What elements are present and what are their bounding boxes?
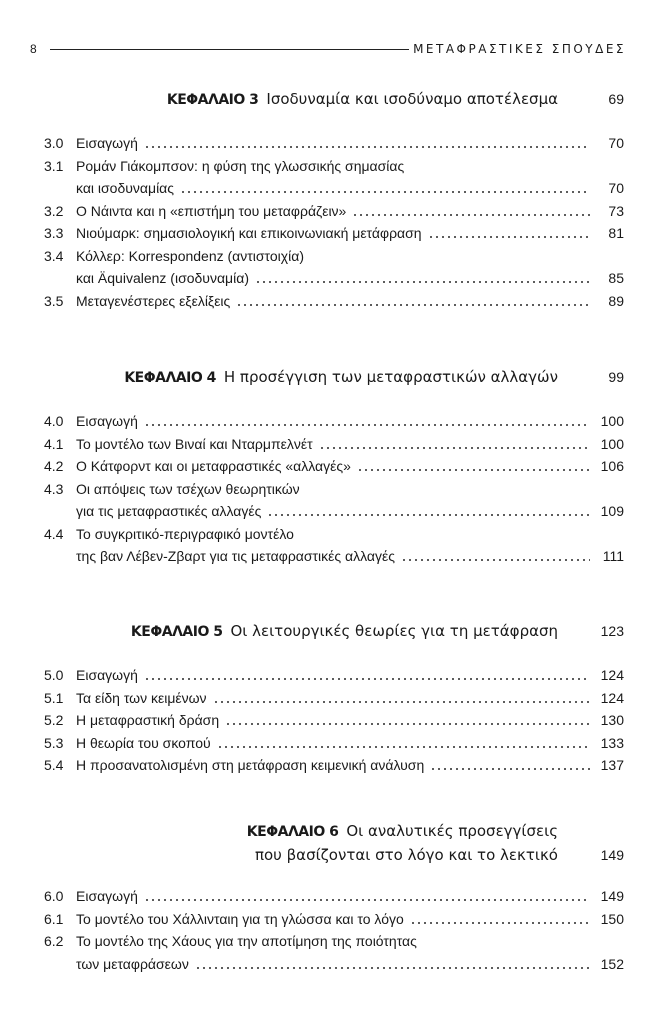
dot-leader [236, 304, 590, 306]
entry-page: 149 [600, 888, 624, 904]
dot-leader [267, 514, 590, 516]
entry-line [76, 478, 624, 501]
entry-body [76, 132, 624, 155]
entry-page: 124 [600, 667, 624, 683]
entry-title: Ρομάν Γιάκομπσον: η φύση της γλωσσικής σημασίας [76, 157, 405, 174]
entry-line [76, 177, 624, 200]
entry-body [76, 433, 624, 456]
dot-leader [217, 746, 590, 748]
entry-line [76, 930, 624, 953]
entry-number: 3.1 [44, 157, 64, 174]
dot-leader [255, 281, 590, 283]
entry-title: Εισαγωγή [76, 888, 138, 904]
dot-leader [352, 214, 590, 216]
entry-body [76, 709, 624, 732]
entry-title: Το συγκριτικό-περιγραφικό μοντέλο [76, 525, 294, 542]
entry-line [76, 885, 624, 908]
chapter-title: Οι αναλυτικές προσεγγίσεις [346, 822, 558, 840]
entry-line [76, 433, 624, 456]
dot-leader [319, 447, 590, 449]
chapter-page: 149 [600, 847, 624, 863]
entry-body [76, 200, 624, 223]
entry-number: 5.3 [44, 734, 64, 751]
entry-line [76, 200, 624, 223]
entry-body [76, 478, 624, 523]
chapter-heading-line [247, 820, 624, 844]
entry-page: 106 [600, 458, 624, 474]
entry-page: 70 [608, 135, 624, 151]
entry-title: Νιούμαρκ: σημασιολογική και επικοινωνιακή μετάφραση [76, 225, 422, 241]
entry-title: Το μοντέλο των Βιναί και Νταρμπελνέτ [76, 435, 313, 452]
entry-number: 5.1 [44, 689, 64, 706]
entry-number: 4.3 [44, 480, 64, 497]
toc-entry [44, 908, 624, 931]
entry-line [76, 523, 624, 546]
entry-line [76, 290, 624, 313]
entry-line [76, 500, 624, 523]
entry-title: Η προσανατολισμένη στη μετάφραση κειμενική ανάλυση [76, 757, 425, 773]
entry-title: Εισαγωγή [76, 135, 138, 151]
entry-title: Η μεταφραστική δράση [76, 712, 220, 728]
entry-page: 89 [608, 292, 624, 309]
toc-entry [44, 732, 624, 755]
toc-entry [44, 155, 624, 200]
entry-page: 111 [602, 548, 624, 564]
entry-title: και Äquivalenz (ισοδυναμία) [76, 270, 249, 286]
entry-title: Ο Κάτφορντ και οι μεταφραστικές «αλλαγές» [76, 458, 351, 474]
entry-number: 5.2 [44, 712, 64, 728]
entry-number: 3.5 [44, 292, 64, 309]
entry-body [76, 245, 624, 290]
chapter-heading [44, 368, 624, 386]
toc-entry [44, 754, 624, 777]
entry-line [76, 908, 624, 931]
dot-leader [430, 768, 590, 770]
entry-number: 3.0 [44, 135, 64, 151]
chapter-title-continued: που βασίζονται στο λόγο και το λεκτικό [254, 846, 558, 864]
toc-entry [44, 433, 624, 456]
entry-number: 6.0 [44, 888, 64, 904]
chapter-page: 69 [608, 91, 624, 107]
entry-body [76, 930, 624, 975]
chapter-label: ΚΕΦΑΛΑΙΟ 3 [166, 92, 259, 108]
toc-entry [44, 410, 624, 433]
entry-page: 100 [600, 435, 624, 452]
toc-entry [44, 687, 624, 710]
chapter-title: Η προσέγγιση των μεταφραστικών αλλαγών [223, 368, 558, 386]
chapter-section [44, 622, 624, 777]
entry-body [76, 410, 624, 433]
chapter-heading [44, 820, 624, 867]
entry-title: Εισαγωγή [76, 667, 138, 683]
chapter-title: Οι λειτουργικές θεωρίες για τη μετάφραση [230, 622, 558, 640]
entry-page: 130 [600, 712, 624, 728]
entry-line [76, 132, 624, 155]
entry-body [76, 687, 624, 710]
entry-line [76, 754, 624, 777]
entry-number: 3.2 [44, 202, 64, 219]
entry-line [76, 664, 624, 687]
entry-title: Η θεωρία του σκοπού [76, 734, 211, 751]
entry-body [76, 664, 624, 687]
entry-line [76, 245, 624, 268]
chapter-title: Ισοδυναμία και ισοδύναμο αποτέλεσμα [266, 90, 558, 108]
entry-number: 6.2 [44, 933, 64, 949]
entry-title: Κόλλερ: Korrespondenz (αντιστοιχία) [76, 247, 304, 264]
dot-leader [225, 723, 590, 725]
entry-title: Το μοντέλο του Χάλλινταιη για τη γλώσσα και το λόγο [76, 910, 404, 927]
entry-line [76, 953, 624, 976]
chapter-heading [44, 622, 624, 640]
entry-body [76, 523, 624, 568]
entry-number: 3.3 [44, 225, 64, 241]
chapter-heading [44, 90, 624, 108]
entry-title: για τις μεταφραστικές αλλαγές [76, 503, 262, 519]
entry-page: 100 [600, 413, 624, 429]
chapter-section [44, 820, 624, 975]
entry-body [76, 732, 624, 755]
entry-page: 73 [608, 202, 624, 219]
dot-leader [410, 922, 590, 924]
chapter-section [44, 368, 624, 568]
running-title: ΜΕΤΑΦΡΑΣΤΙΚΕΣ ΣΠΟΥΔΕΣ [413, 42, 626, 56]
toc-entry [44, 709, 624, 732]
toc-entry [44, 885, 624, 908]
chapter-label: ΚΕΦΑΛΑΙΟ 5 [130, 624, 223, 640]
entry-line [76, 687, 624, 710]
toc-entry [44, 523, 624, 568]
chapter-label: ΚΕΦΑΛΑΙΟ 4 [124, 370, 216, 386]
entry-page: 109 [600, 503, 624, 519]
entry-body [76, 455, 624, 478]
toc-entry [44, 290, 624, 313]
entry-page: 124 [600, 689, 624, 706]
toc-entry [44, 930, 624, 975]
entry-list [44, 664, 624, 777]
entry-number: 5.0 [44, 667, 64, 683]
entry-title: Οι απόψεις των τσέχων θεωρητικών [76, 480, 300, 497]
entry-title: Εισαγωγή [76, 413, 138, 429]
dot-leader [144, 146, 590, 148]
entry-body [76, 885, 624, 908]
toc-entry [44, 664, 624, 687]
entry-page: 137 [600, 757, 624, 773]
entry-page: 70 [608, 180, 624, 196]
entry-body [76, 155, 624, 200]
entry-list [44, 885, 624, 975]
toc-entry [44, 455, 624, 478]
entry-page: 150 [600, 910, 624, 927]
entry-title: και ισοδυναμίας [76, 180, 175, 196]
entry-line [76, 222, 624, 245]
dot-leader [357, 469, 590, 471]
running-header [30, 40, 626, 58]
dot-leader [180, 191, 590, 193]
toc-entry [44, 132, 624, 155]
entry-title: Το μοντέλο της Χάους για την αποτίμηση της ποιότητας [76, 933, 417, 949]
entry-number: 4.1 [44, 435, 64, 452]
chapter-page: 99 [608, 369, 624, 385]
entry-page: 133 [600, 734, 624, 751]
page-number: 8 [30, 42, 37, 56]
entry-title: Τα είδη των κειμένων [76, 689, 207, 706]
toc-entry [44, 478, 624, 523]
toc-entry [44, 245, 624, 290]
entry-body [76, 290, 624, 313]
dot-leader [213, 701, 590, 703]
header-rule [50, 49, 409, 50]
entry-title: της βαν Λέβεν-Ζβαρτ για τις μεταφραστικές αλλαγές [76, 548, 396, 564]
entry-line [76, 732, 624, 755]
entry-number: 4.2 [44, 458, 64, 474]
toc-entry [44, 200, 624, 223]
chapter-section [44, 90, 624, 312]
entry-title: Μεταγενέστερες εξελίξεις [76, 292, 231, 309]
dot-leader [144, 424, 590, 426]
entry-number: 4.4 [44, 525, 64, 542]
entry-line [76, 709, 624, 732]
entry-line [76, 267, 624, 290]
entry-title: Ο Νάιντα και η «επιστήμη του μεταφράζειν» [76, 202, 347, 219]
entry-list [44, 132, 624, 312]
entry-number: 3.4 [44, 247, 64, 264]
chapter-label: ΚΕΦΑΛΑΙΟ 6 [246, 824, 339, 840]
entry-title: των μεταφράσεων [76, 955, 189, 972]
dot-leader [144, 678, 590, 680]
chapter-page: 123 [600, 623, 624, 639]
entry-line [76, 155, 624, 178]
entry-list [44, 410, 624, 568]
entry-body [76, 222, 624, 245]
entry-number: 5.4 [44, 757, 64, 773]
entry-page: 85 [608, 270, 624, 286]
dot-leader [144, 899, 590, 901]
entry-line [76, 410, 624, 433]
entry-body [76, 754, 624, 777]
toc-entry [44, 222, 624, 245]
dot-leader [401, 559, 590, 561]
entry-line [76, 545, 624, 568]
chapter-heading-line [247, 844, 624, 867]
dot-leader [195, 967, 590, 969]
entry-page: 81 [608, 225, 624, 241]
dot-leader [428, 236, 590, 238]
entry-line [76, 455, 624, 478]
entry-number: 4.0 [44, 413, 64, 429]
entry-body [76, 908, 624, 931]
entry-number: 6.1 [44, 910, 64, 927]
entry-page: 152 [600, 955, 624, 972]
